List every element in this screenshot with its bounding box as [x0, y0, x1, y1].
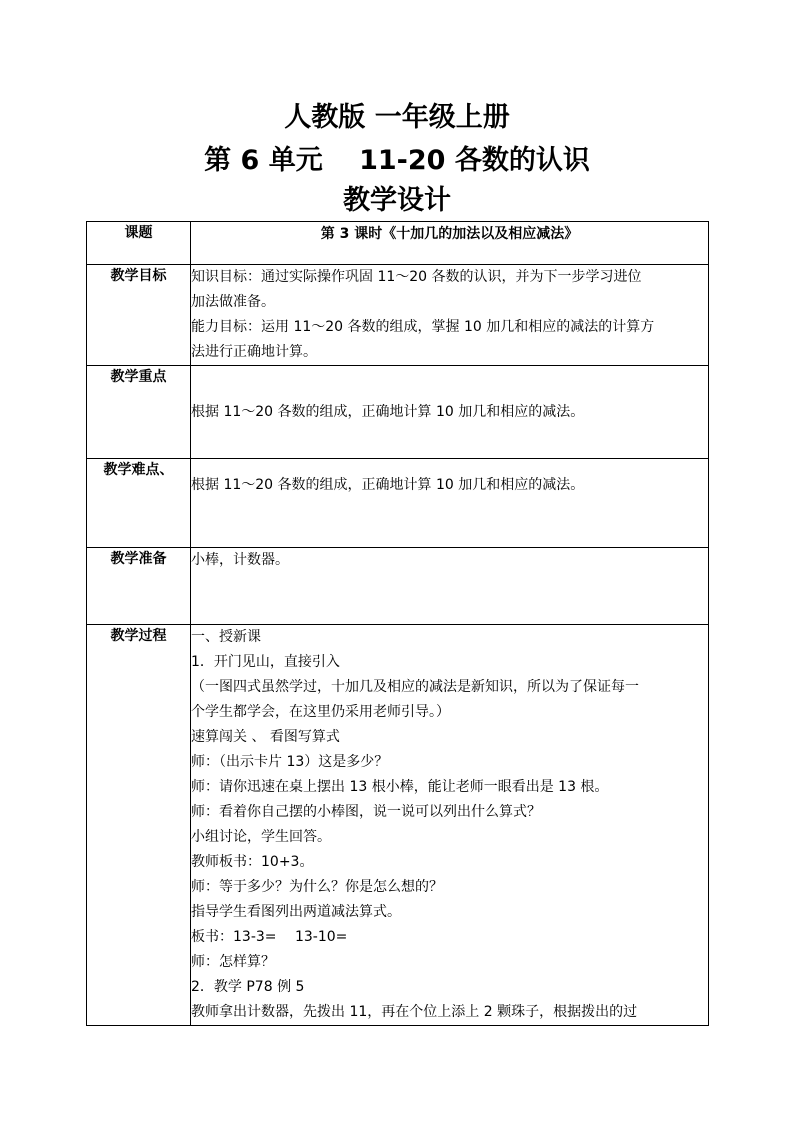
process-line: 1．开门见山，直接引入: [191, 654, 340, 670]
process-line: 师：怎样算？: [191, 954, 275, 970]
process-line: 板书：13-3= 13-10=: [191, 929, 348, 945]
preparation-label: 教学准备: [87, 548, 191, 625]
key-points-label: 教学重点: [87, 366, 191, 459]
table-row-key-points: [87, 366, 709, 459]
table-row-preparation: [87, 548, 709, 625]
topic-value: 第 3 课时《十加几的加法以及相应减法》: [191, 222, 709, 265]
goals-line: 知识目标：通过实际操作巩固 11～20 各数的认识，并为下一步学习进位: [191, 269, 642, 285]
preparation-content: 小棒，计数器。: [191, 548, 709, 625]
process-line: 教师板书：10+3。: [191, 854, 314, 870]
process-line: 小组讨论，学生回答。: [191, 829, 331, 845]
doc-title-line2: 第 6 单元 11-20 各数的认识: [204, 145, 590, 176]
goals-content: [191, 265, 709, 366]
process-line: 速算闯关 、 看图写算式: [191, 729, 340, 745]
process-line: 教师拿出计数器，先拨出 11，再在个位上添上 2 颗珠子，根据拨出的过: [191, 1004, 638, 1020]
goals-line: 能力目标：运用 11～20 各数的组成，掌握 10 加几和相应的减法的计算方: [191, 319, 655, 335]
table-row-topic: [87, 222, 709, 265]
table-row-process: [87, 625, 709, 1026]
process-line: （一图四式虽然学过，十加几及相应的减法是新知识，所以为了保证每一: [191, 679, 639, 695]
process-line: 指导学生看图列出两道减法算式。: [191, 904, 401, 920]
table-row-goals: [87, 265, 709, 366]
process-line: 师：看着你自己摆的小棒图，说一说可以列出什么算式？: [191, 804, 541, 820]
doc-title-line1: 人教版 一年级上册: [284, 102, 510, 133]
process-line: 2．教学 P78 例 5: [191, 979, 305, 995]
lesson-plan-table: [86, 221, 709, 1026]
topic-label: 课题: [87, 222, 191, 265]
difficulties-label: 教学难点、: [87, 459, 191, 548]
difficulties-content: 根据 11～20 各数的组成，正确地计算 10 加几和相应的减法。: [191, 459, 709, 548]
process-line: 师：等于多少？为什么？你是怎么想的？: [191, 879, 443, 895]
goals-label: 教学目标: [87, 265, 191, 366]
process-line: 师：请你迅速在桌上摆出 13 根小棒，能让老师一眼看出是 13 根。: [191, 779, 609, 795]
goals-line: 加法做准备。: [191, 294, 275, 310]
doc-title-line3: 教学设计: [343, 185, 451, 216]
goals-line: 法进行正确地计算。: [191, 344, 317, 360]
key-points-content: 根据 11～20 各数的组成，正确地计算 10 加几和相应的减法。: [191, 366, 709, 459]
process-content: [191, 625, 709, 1026]
process-line: 个学生都学会，在这里仍采用老师引导。）: [191, 704, 450, 720]
process-line: 师：（出示卡片 13）这是多少？: [191, 754, 389, 770]
table-row-difficulties: [87, 459, 709, 548]
process-label: 教学过程: [87, 625, 191, 1026]
process-line: 一、授新课: [191, 629, 261, 645]
